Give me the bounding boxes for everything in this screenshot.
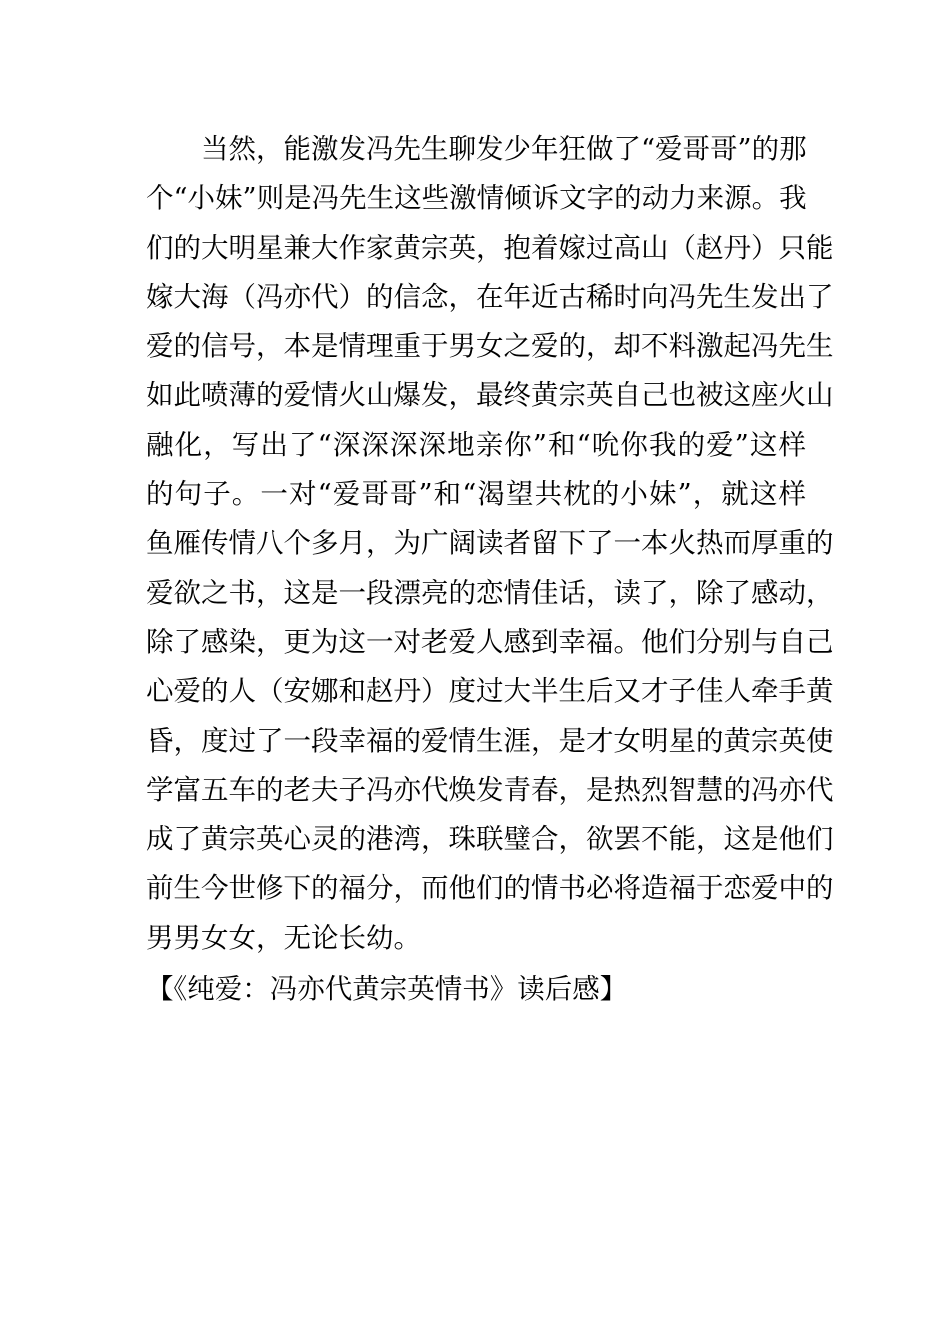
paragraph-line: 爱欲之书，这是一段漂亮的恋情佳话，读了，除了感动，	[146, 576, 834, 609]
paragraph-line: 个“小妹”则是冯先生这些激情倾诉文字的动力来源。我	[146, 182, 807, 215]
paragraph-line: 们的大明星兼大作家黄宗英，抱着嫁过高山（赵丹）只能	[146, 231, 834, 264]
paragraph-line: 除了感染，更为这一对老爱人感到幸福。他们分别与自己	[146, 625, 834, 658]
document-body	[146, 125, 834, 1014]
paragraph-line: 融化，写出了“深深深深地亲你”和“吮你我的爱”这样	[146, 428, 806, 461]
document-caption: 【《纯爱：冯亦代黄宗英情书》读后感】	[146, 973, 628, 1006]
paragraph-line: 爱的信号，本是情理重于男女之爱的，却不料激起冯先生	[146, 330, 834, 363]
paragraph-line-last: 男男女女，无论长幼。	[146, 921, 421, 954]
paragraph-line: 鱼雁传情八个多月，为广阔读者留下了一本火热而厚重的	[146, 527, 834, 560]
paragraph-line: 前生今世修下的福分，而他们的情书必将造福于恋爱中的	[146, 872, 834, 905]
paragraph-line: 成了黄宗英心灵的港湾，珠联璧合，欲罢不能，这是他们	[146, 823, 834, 856]
paragraph-line: 嫁大海（冯亦代）的信念，在年近古稀时向冯先生发出了	[146, 280, 834, 313]
paragraph-line: 昏，度过了一段幸福的爱情生涯，是才女明星的黄宗英使	[146, 724, 834, 757]
paragraph-line: 当然，能激发冯先生聊发少年狂做了“爱哥哥”的那	[146, 133, 807, 165]
paragraph-line: 的句子。一对“爱哥哥”和“渴望共枕的小妹”，就这样	[146, 478, 806, 511]
paragraph-line: 心爱的人（安娜和赵丹）度过大半生后又才子佳人牵手黄	[146, 675, 834, 708]
paragraph-line: 如此喷薄的爱情火山爆发，最终黄宗英自己也被这座火山	[146, 379, 834, 412]
paragraph	[146, 125, 834, 963]
paragraph-line: 学富五车的老夫子冯亦代焕发青春，是热烈智慧的冯亦代	[146, 773, 834, 806]
